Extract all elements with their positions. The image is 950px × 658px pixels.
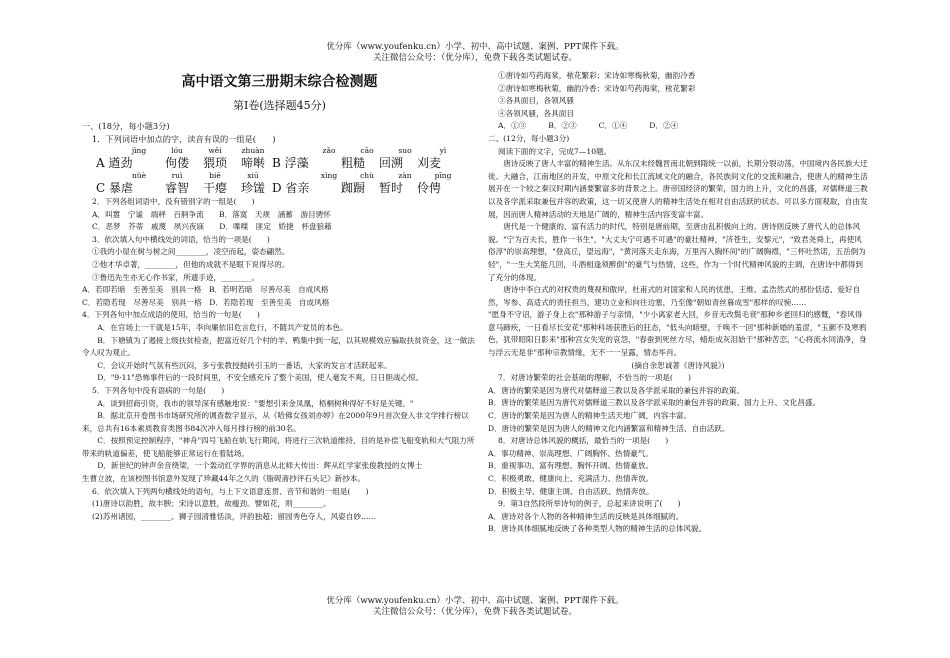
question-4: 4．下列各句中加点成语的使用，恰当的一句是( ) <box>82 310 260 320</box>
question-5-a: A．谈到招商引资，我市的领导深有感触地说："要想引来金凤凰，梧桐树种得好不好是关键。" <box>97 398 414 408</box>
section-subtitle: 第Ⅰ卷(选择题45分) <box>233 99 326 112</box>
question-3-ab: A．若即若暗 至善至美 别具一格 B．若明若暗 尽善尽美 自成风格 <box>82 285 329 295</box>
section-2-heading: 二、(12分，每小题3分) <box>488 133 570 143</box>
question-2-cd: C．恶梦 芥蒂 戚蔑 夙兴夜寐 D．喋喋 匪定 娇捷 杯盘狼藉 <box>92 222 332 232</box>
question-4-b: B．下塘镇为了遏接上级扶贫检查，把富近好几个村的羊、鸭集中到一起，以其规模效应骗取扶贫资金，这一做法令人叹为观止。 <box>82 335 475 358</box>
question-5-c: C．按照预定控制程序，"神舟"四号飞船在轨飞行期间，将进行三次轨道维持，目的是补偿飞船变轨和大气阻力所带来的轨道偏差，使飞船能够正常运行在着陆场。 <box>82 436 475 458</box>
question-8-b: B．重视事功、富有理想、胸怀开阔、热情豪放。 <box>488 461 654 471</box>
pinyin: xiū <box>247 171 259 180</box>
word: 回溯 <box>378 156 403 170</box>
q6-choices <box>488 120 868 133</box>
question-5-d-cont: 生曹立波，在该校图书馆意外发现了珍藏44年之久的《脂砚斋抄评石头记》新抄本。 <box>82 474 366 484</box>
pinyin: cāo <box>360 146 374 155</box>
question-9: 9．第3自然段所举诗句的例子，总起来讲说明了( ) <box>498 499 681 509</box>
question-5-d: D．新世纪的钟声余音绕梁，一个轰动红学界的消息从北师大传出：辉从红学家张俊教授的女博士 <box>97 461 423 471</box>
choice: A．①③ <box>498 121 527 131</box>
word: 干瘪 <box>202 181 227 195</box>
question-8-d: D．积极主导、健康主调、自由活跃、热情奔放。 <box>488 486 654 496</box>
word: 啼啭 <box>240 156 265 170</box>
question-8-a: A．事功精神、崇高理想、广阔胸怀、热情豪气。 <box>488 448 653 458</box>
q6-option-1: ①唐诗如芍药海棠，秾花繁彩；宋诗如寒梅秋菊，幽韵冷香 <box>498 71 696 80</box>
section-2-intro: 阅读下面的文字，完成7—10题。 <box>498 146 612 156</box>
pinyin: xìng <box>320 171 338 180</box>
question-4-c: C．会议开始时气氛有些沉闷，多亏张教授抛砖引玉的一番话，大家的发言才活跃起来。 <box>97 360 392 370</box>
question-6-s1: (1)唐诗以韵胜，故丰腴；宋诗以意胜，故瘦劲。譬如花，则________。 <box>92 499 331 509</box>
header-line-2: 关注微信公众号：（优分库），免费下载各类试题试卷。 <box>372 53 577 63</box>
word: 佝偻 <box>164 156 189 170</box>
question-8-c: C．积极勇敢、健康向上、充满活力、热情奔放。 <box>488 474 654 483</box>
question-2: 2．下列各组词语中，没有错别字的一组是( ) <box>92 197 255 206</box>
question-5-b: B．据北京开卷图书市场研究所的调查数字显示，从《哈佛女孩刘亦婷》在2000年9月首次登入非文学排行榜以来，总共有16本素质教育类图书84次冲入每月排行榜的前30名。 <box>82 411 469 433</box>
question-9-b: B．唐诗具体细腻地反映了各种类型人物的精神生活的总体风貌。 <box>488 524 707 534</box>
question-8: 8．对唐诗总体风貌的概括，最恰当的一项是( ) <box>498 436 669 446</box>
word-option: C 暴虐 <box>96 181 133 195</box>
question-4-a: A．在官场上一干就是15年，李向廉依旧危言危行，不随共产党员的本色。 <box>97 322 348 332</box>
question-1: 1．下列词语中加点的字，读音有误的一组是( ) <box>92 134 276 144</box>
question-7-b: B．唐诗的繁荣是因为唐代对儒释道三教以及各学派采取的兼包并容的政策、国力上升、文化昌盛。 <box>488 398 821 408</box>
left-column <box>82 70 477 590</box>
passage-para-3-cont: "愿身不守诏，游子身上衣"那种游子与亲情，"少小离家老大回，乡音无改鬓毛衰"那种乡老回归的感慨，"春风得意马蹄疾，一日看尽长安花"那种科场获胜后的狂态，"低头向暗壁，千唤不一回"那种新婚的羞涩，"玉颜不及寒鸦色，犹带昭阳日影来"那种宫女失宠的哀怨，"春蚕到死丝方尽，蜡炬成灰泪始干"那种苦恋，"心将流水同清净，身与浮云无是非"那种宗教情缘，无不一一呈露，情态毕肖。 <box>488 310 867 358</box>
choice: D．②④ <box>649 121 679 131</box>
pinyin: zǎo <box>322 146 336 155</box>
footer-line-2: 关注微信公众号：（优分库），免费下载各类试题试卷。 <box>372 607 577 617</box>
pinyin: yì <box>439 146 447 155</box>
pinyin: suo <box>398 146 412 155</box>
choice: B．②③ <box>548 121 577 131</box>
pinyin: chù <box>360 171 374 180</box>
passage-source: (摘自余恕诚著《唐诗风貌》) <box>631 360 725 370</box>
word: 暂时 <box>378 181 403 195</box>
q6-option-2: ②唐诗如寒梅秋菊，幽韵冷香；宋诗如芍药海棠，秾花繁彩 <box>498 83 696 93</box>
word-row-1 <box>82 155 477 171</box>
word-option: A 遒劲 <box>96 156 133 170</box>
choice: C．①④ <box>598 121 628 131</box>
q6-option-3: ③各具面目，各领风骚 <box>498 96 574 106</box>
question-3: 3．依次填入句中横线处的词语，恰当的一项是( ) <box>92 234 270 244</box>
word: 粗糙 <box>340 156 365 170</box>
question-6: 6．依次填入下列两句横线处的语句，与上下文语意连贯、音节和谐的一组是( ) <box>92 486 369 496</box>
question-7-c: C．唐诗的繁荣是因为唐人的精神生活天地广阔，内容丰富。 <box>488 411 692 421</box>
question-4-d: D．"9·11"恐怖事件后的一段时间里，不安全感充斥了整个美国，使人毫发不爽，日日胆战心惊。 <box>97 373 424 383</box>
question-2-ab: A．叫嚣 宁谧 端秤 百舸争流 B．落寞 天规 涵蓄 游目骋怀 <box>92 209 331 219</box>
question-3-cd: C．若隐若现 尽善尽美 别具一格 D．若隐若现 至善至美 自成风格 <box>82 297 330 307</box>
word-option: D 省亲 <box>272 181 310 195</box>
pinyin-row-1 <box>82 146 477 155</box>
pinyin: pīng <box>434 171 452 180</box>
pinyin: zhuàn <box>241 146 265 155</box>
question-3-s2: ②他才华卓著，________，但他的成就不是眼下说得尽的。 <box>92 259 290 269</box>
pinyin-row-2 <box>82 171 477 180</box>
word-option: B 浮藻 <box>272 156 309 170</box>
word: 珍馐 <box>240 181 265 195</box>
pinyin: ruì <box>171 171 183 180</box>
right-column <box>488 70 868 590</box>
word: 踟蹰 <box>340 181 365 195</box>
q6-option-4: ④各领风骚，各具面目 <box>498 108 574 118</box>
pinyin: jìng <box>131 146 147 155</box>
pinyin: nüè <box>131 171 147 180</box>
page-header <box>0 42 950 64</box>
question-3-s3: ③鲁迅先生亦无心作书家，所遗手迹，________。 <box>92 272 260 282</box>
footer-line-1: 优分库（www.youfenku.cn）小学、初中、高中试题、案例、PPT课件下载。 <box>326 596 624 606</box>
question-6-s2: (2)苏州诸园，________。狮子园清雅恬淡，评韵独超；留园秀色夺人，风姿自妙…… <box>92 511 377 521</box>
question-5: 5．下列各句中没有语病的一句是( ) <box>92 385 225 395</box>
question-3-s1: ①我的小屋在树与树之间________，凌空而起，姿态翩然。 <box>92 247 290 257</box>
pinyin: biē <box>209 171 221 180</box>
exam-title: 高中语文第三册期末综合检测题 <box>181 74 378 90</box>
question-9-a: A．唐诗对各个人物的各种精神生活的反映是具体细腻的。 <box>488 511 684 521</box>
passage-para-1: 唐诗反映了唐人丰富的精神生活。从东汉末经魏晋南北朝到隋统一以前，长期分裂动荡，中国境内各民族大迁徙、大融合，江南地区的开发，中原文化和长江流域文化的融合，各民族间文化的交流和融合，使唐人的精神生活展开在一个较之秦汉时期内涵要繁富多的背景之上。唐帝国经济的繁荣，国力的上升，文化的昌盛，对儒释道三教以及各学派采取兼包并容的政策，这一切又使唐人的精神生活处在相对自由活跃的状态。可以多方面观取，自由发展，因而唐人精神活动的天地是广阔的，精神生活内容变富丰富。 <box>488 159 868 219</box>
header-line-1: 优分库（www.youfenku.cn）小学、初中、高中试题、案例、PPT课件下载。 <box>326 42 624 52</box>
page-footer <box>0 596 950 618</box>
word: 猥琐 <box>202 156 227 170</box>
word: 伶俜 <box>416 181 441 195</box>
section-1-heading: 一、(18分，每小题3分) <box>82 121 170 131</box>
pinyin: lóu <box>171 146 183 155</box>
pinyin: wěi <box>208 146 222 155</box>
passage-para-2: 唐代是一个健康的、富有活力的时代，特别是唐前期，至唐由乱积极向上的。唐诗则反映了唐代人的总体风貌。"宁为百夫长，胜作一书生"，"大丈夫宁可遇不可遇"的豪壮精神，"济苍生，安黎元"，"致君尧舜上，再使风俗淳"的崇高理想，"登高丘，望远海"，"黄河落天走东海，万里泻入胸怀间"的广阔胸襟，"三杯吐然诺，五岳倒为轻"，"一生大笑能几回，斗酒相逢须醉倒"的豪气与热情，这些，作为一个时代精神风貌的主调，在唐诗中都得到了充分的体现。 <box>488 222 866 282</box>
question-7-a: A．唐诗的繁荣是因为唐代对儒释道三教以及各学派采取的兼包并容的政策。 <box>488 385 745 395</box>
word: 睿智 <box>164 181 189 195</box>
question-7-d: D．唐诗的繁荣是因为唐人的精神文化内涵繁富和精神生活、自由活跃。 <box>488 423 730 433</box>
passage-para-3: 唐诗中李白式的对权贵的蔑视和傲岸，杜甫式的对国家和人民的忧患，王维、孟浩然式的那份恬适、爱好自然，岑参、高适式的责任担当，建功立业和向往边塞，乃至像"朝如青丝暮成雪"那样的叹惋…… <box>488 285 861 307</box>
pinyin: zàn <box>398 171 412 180</box>
word: 刈麦 <box>416 156 441 170</box>
word-row-2 <box>82 180 477 196</box>
question-7: 7．对唐诗繁荣的社会基础的理解，不恰当的一项是( ) <box>498 373 692 383</box>
